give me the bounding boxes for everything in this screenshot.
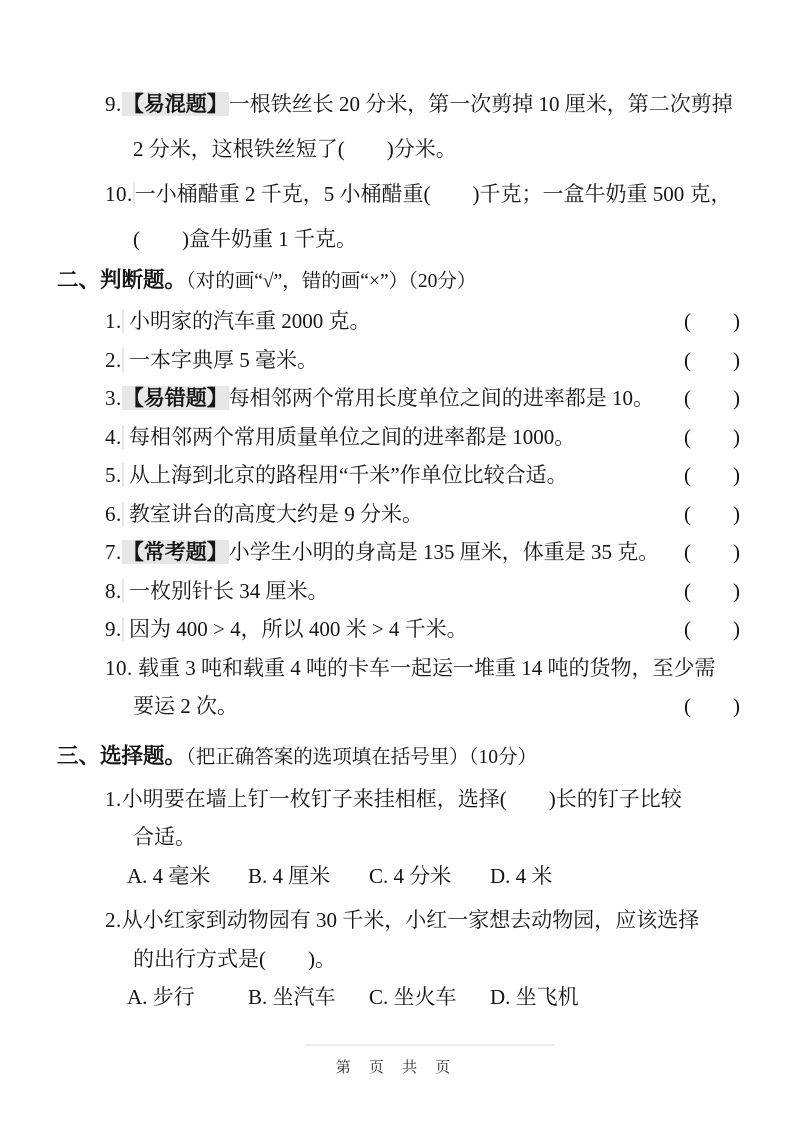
section-instructions: （把正确答案的选项填在括号里）（10分） xyxy=(186,746,538,768)
section-title: 选择题。 xyxy=(100,743,187,768)
answer-blank: ( ) xyxy=(684,617,740,641)
answer-blank: ( ) xyxy=(684,501,740,526)
question-tag-badge: 【易混题】 xyxy=(122,92,228,116)
section-number: 三、 xyxy=(57,743,101,768)
item-text: 因为 400 > 4，所以 400 米 > 4 千米。 xyxy=(123,617,468,641)
fill-in-question-10 xyxy=(0,172,793,262)
item-text: 一枚别针长 34 厘米。 xyxy=(123,578,329,603)
item-text-continuation: 要运 2 次。 xyxy=(133,694,238,718)
page-footer: 第 页 共 页 xyxy=(335,1059,458,1076)
item-number: 4. xyxy=(105,424,122,449)
tf-item-9 xyxy=(105,610,740,649)
option-b: B. 4 厘米 xyxy=(248,863,331,888)
question-line xyxy=(105,901,793,940)
tf-item-7 xyxy=(105,533,740,572)
tf-item-5 xyxy=(105,456,740,495)
answer-blank: ( ) xyxy=(684,540,740,564)
tf-item-4 xyxy=(105,418,740,457)
item-text: 教室讲台的高度大约是 9 分米。 xyxy=(123,501,423,526)
item-text: 一本字典厚 5 毫米。 xyxy=(123,347,318,372)
item-text: 每相邻两个常用质量单位之间的进率都是 1000。 xyxy=(123,424,576,449)
option-b: B. 坐汽车 xyxy=(248,985,336,1009)
item-number: 9. xyxy=(105,617,122,641)
option-c: C. 4 分米 xyxy=(369,863,452,888)
answer-blank: ( ) xyxy=(684,424,740,449)
options-row xyxy=(127,857,793,896)
item-text: 小学生小明的身高是 135 厘米，体重是 35 克。 xyxy=(228,540,660,564)
option-c: C. 坐火车 xyxy=(369,985,457,1009)
question-text-continuation: 2 分米，这根铁丝短了( )分米。 xyxy=(133,137,457,161)
item-text: 小明家的汽车重 2000 克。 xyxy=(123,309,371,333)
item-tag-badge: 【常考题】 xyxy=(122,540,228,564)
item-number: 8. xyxy=(105,578,122,603)
item-tag-badge: 【易错题】 xyxy=(122,386,228,410)
choice-question-1 xyxy=(0,780,793,896)
option-a: A. 步行 xyxy=(127,985,195,1009)
answer-blank: ( ) xyxy=(684,309,740,333)
question-line xyxy=(105,82,793,127)
tf-item-10-line-1 xyxy=(105,649,773,688)
answer-blank: ( ) xyxy=(684,386,740,410)
option-d: D. 4 米 xyxy=(490,863,553,888)
question-number: 9. xyxy=(105,92,122,116)
question-number: 1. xyxy=(105,786,122,811)
question-number: 10. xyxy=(105,182,133,206)
question-line xyxy=(105,172,793,217)
section-title: 判断题。 xyxy=(100,268,187,292)
answer-blank: ( ) xyxy=(684,347,740,372)
tf-item-8 xyxy=(105,572,740,611)
item-number: 7. xyxy=(105,540,122,564)
option-d: D. 坐飞机 xyxy=(490,985,579,1009)
item-number: 6. xyxy=(105,501,122,526)
true-false-list xyxy=(0,302,793,726)
option-a: A. 4 毫米 xyxy=(127,863,211,888)
question-text: 一根铁丝长 20 分米，第一次剪掉 10 厘米，第二次剪掉 xyxy=(228,92,733,116)
tf-item-3 xyxy=(105,379,740,418)
question-text-continuation: 合适。 xyxy=(133,825,196,849)
fill-in-question-9 xyxy=(0,82,793,172)
item-number: 1. xyxy=(105,309,122,333)
footer-divider xyxy=(305,1044,555,1046)
section-3-heading xyxy=(57,740,793,774)
choice-question-2 xyxy=(0,901,793,1017)
options-row xyxy=(127,978,793,1017)
tf-item-6 xyxy=(105,495,740,534)
item-number: 5. xyxy=(105,463,122,487)
question-text-continuation: ( )盒牛奶重 1 千克。 xyxy=(133,227,357,251)
question-text: 从小红家到动物园有 30 千米，小红一家想去动物园，应该选择 xyxy=(121,908,700,932)
answer-blank: ( ) xyxy=(684,463,740,487)
question-text: 一小桶醋重 2 千克，5 小桶醋重( )千克；一盒牛奶重 500 克， xyxy=(134,182,732,206)
section-number: 二、 xyxy=(57,268,101,292)
answer-blank: ( ) xyxy=(684,578,740,603)
question-number: 2. xyxy=(105,908,122,932)
question-line xyxy=(105,780,793,819)
item-text: 从上海到北京的路程用“千米”作单位比较合适。 xyxy=(123,463,568,487)
item-text: 载重 3 吨和载重 4 吨的卡车一起运一堆重 14 吨的货物，至少需 xyxy=(132,655,716,680)
question-text: 小明要在墙上钉一枚钉子来挂相框，选择( )长的钉子比较 xyxy=(121,786,682,811)
item-number: 10. xyxy=(105,655,133,680)
item-number: 2. xyxy=(105,347,122,372)
tf-item-1 xyxy=(105,302,740,341)
item-number: 3. xyxy=(105,386,122,410)
section-instructions: （对的画“√”，错的画“×”）（20分） xyxy=(186,271,477,292)
answer-blank: ( ) xyxy=(684,694,740,718)
item-text: 每相邻两个常用长度单位之间的进率都是 10。 xyxy=(228,386,654,410)
section-2-heading xyxy=(57,264,793,298)
tf-item-10-line-2 xyxy=(133,687,740,726)
question-text-continuation: 的出行方式是( )。 xyxy=(133,946,336,971)
tf-item-2 xyxy=(105,341,740,380)
